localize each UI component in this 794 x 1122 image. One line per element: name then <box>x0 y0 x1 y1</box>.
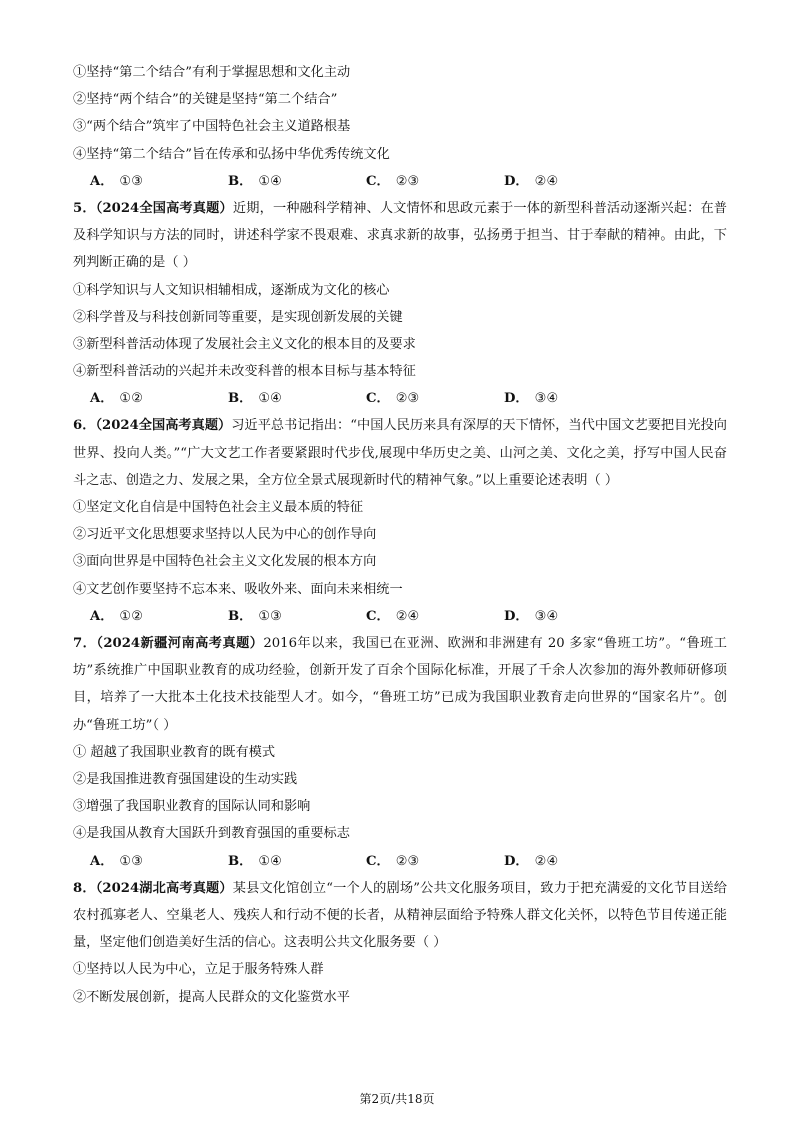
choice-letter: A． <box>90 391 114 407</box>
question-source: （2024新疆河南高考真题） <box>96 636 264 652</box>
choice-d <box>504 848 642 875</box>
choice-d <box>504 603 642 630</box>
option-line: ④新型科普活动的兴起并未改变科普的根本目标与基本特征 <box>73 364 416 380</box>
answer-choices <box>73 168 727 195</box>
choice-letter: D． <box>504 608 529 624</box>
page-footer: 第2页/共18页 <box>359 1092 435 1106</box>
choice-a <box>90 385 228 412</box>
question-number: 5． <box>73 200 96 216</box>
choice-letter: D． <box>504 391 529 407</box>
choice-letter: D． <box>504 173 529 189</box>
choice-text: ①③ <box>119 173 144 189</box>
answer-choices <box>73 848 727 875</box>
choice-b <box>228 168 366 195</box>
choice-letter: C． <box>366 391 390 407</box>
choice-text: ①③ <box>258 608 282 624</box>
question-stem <box>73 195 727 277</box>
choice-letter: B． <box>228 391 253 407</box>
choice-b <box>228 603 366 630</box>
option-line: ① 超越了我国职业教育的既有模式 <box>73 744 276 760</box>
choice-text: ①④ <box>258 853 282 869</box>
choice-a <box>90 848 228 875</box>
choice-letter: D． <box>504 853 529 869</box>
choice-b <box>228 385 366 412</box>
choice-text: ③④ <box>534 391 559 407</box>
choice-letter: B． <box>228 173 253 189</box>
question-8 <box>73 875 727 1011</box>
answer-choices <box>73 603 727 630</box>
option-line: ①坚定文化自信是中国特色社会主义最本质的特征 <box>73 500 364 516</box>
option-line: ②是我国推进教育强国建设的生动实践 <box>73 772 298 788</box>
choice-letter: C． <box>366 608 390 624</box>
choice-text: ②③ <box>395 173 420 189</box>
option-line: ②坚持“两个结合”的关键是坚持“第二个结合” <box>73 92 338 108</box>
choice-letter: A． <box>90 608 114 624</box>
option-line: ③增强了我国职业教育的国际认同和影响 <box>73 799 311 815</box>
answer-choices <box>73 385 727 412</box>
option-line: ②科学普及与科技创新同等重要，是实现创新发展的关键 <box>73 309 403 325</box>
choice-text: ①③ <box>119 853 144 869</box>
choice-letter: B． <box>228 853 253 869</box>
question-number: 8． <box>73 880 96 896</box>
question-text: 习近平总书记指出：“中国人民历来具有深厚的天下情怀，当代中国文艺要把目光投向世界、投向人类。”“广大文艺工作者要紧跟时代步伐,展现中华历史之美、山河之美、文化之美，抒写中国人民奋斗之志、创造之力、发展之果，全方位全景式展现新时代的精神气象。”以上重要论述表明（ ） <box>73 418 727 488</box>
choice-a <box>90 168 228 195</box>
option-line: ②习近平文化思想要求坚持以人民为中心的创作导向 <box>73 527 377 543</box>
question-number: 6． <box>73 418 96 434</box>
option-line: ③“两个结合”筑牢了中国特色社会主义道路根基 <box>73 119 351 135</box>
choice-b <box>228 848 366 875</box>
choice-letter: A． <box>90 853 114 869</box>
option-line: ④文艺创作要坚持不忘本来、吸收外来、面向未来相统一 <box>73 581 403 597</box>
question-stem <box>73 875 727 957</box>
option-line: ①科学知识与人文知识相辅相成，逐渐成为文化的核心 <box>73 282 390 298</box>
option-line: ④坚持“第二个结合”旨在传承和弘扬中华优秀传统文化 <box>73 146 390 162</box>
choice-d <box>504 385 642 412</box>
choice-letter: B． <box>228 608 253 624</box>
question-4 <box>73 59 727 195</box>
question-source: （2024湖北高考真题） <box>95 880 233 896</box>
choice-text: ①④ <box>258 173 282 189</box>
question-source: （2024全国高考真题） <box>95 418 232 434</box>
choice-c <box>366 848 504 875</box>
choice-c <box>366 385 504 412</box>
choice-letter: C． <box>366 173 390 189</box>
choice-d <box>504 168 642 195</box>
option-line: ④是我国从教育大国跃升到教育强国的重要标志 <box>73 826 350 842</box>
question-stem <box>73 630 727 739</box>
option-line: ③面向世界是中国特色社会主义文化发展的根本方向 <box>73 554 377 570</box>
question-source: （2024全国高考真题） <box>95 200 233 216</box>
question-6 <box>73 412 727 630</box>
choice-text: ②④ <box>534 853 559 869</box>
choice-text: ②④ <box>534 173 559 189</box>
question-number: 7． <box>73 636 97 652</box>
choice-text: ②④ <box>395 608 420 624</box>
question-7 <box>73 630 727 875</box>
choice-text: ①② <box>119 391 144 407</box>
option-line: ①坚持“第二个结合”有利于掌握思想和文化主动 <box>73 65 351 80</box>
option-line: ②不断发展创新，提高人民群众的文化鉴赏水平 <box>73 989 350 1005</box>
choice-text: ③④ <box>534 608 559 624</box>
choice-c <box>366 603 504 630</box>
choice-letter: C． <box>366 853 390 869</box>
choice-c <box>366 168 504 195</box>
option-line: ①坚持以人民为中心，立足于服务特殊人群 <box>73 962 324 978</box>
choice-text: ①② <box>119 608 144 624</box>
question-text: 近期，一种融科学精神、人文情怀和思政元素于一体的新型科普活动逐渐兴起：在普及科学知识与方法的同时，讲述科学家不畏艰难、求真求新的故事，弘扬勇于担当、甘于奉献的精神。由此，下列判断正确的是（ ） <box>73 200 727 271</box>
page-content <box>73 59 727 1011</box>
question-5 <box>73 195 727 413</box>
question-stem <box>73 412 727 494</box>
option-line: ③新型科普活动体现了发展社会主义文化的根本目的及要求 <box>73 336 416 352</box>
choice-letter: A． <box>90 173 114 189</box>
choice-text: ①④ <box>258 391 282 407</box>
question-text: 某县文化馆创立“一个人的剧场”公共文化服务项目，致力于把充满爱的文化节目送给农村孤寡老人、空巢老人、残疾人和行动不便的长者，从精神层面给予特殊人群文化关怀，以特色节目传递正能量，坚定他们创造美好生活的信心。这表明公共文化服务要（ ） <box>73 880 727 951</box>
question-text: 2016年以来，我国已在亚洲、欧洲和非洲建有 20 多家“鲁班工坊”。“鲁班工坊”系统推广中国职业教育的成功经验，创新开发了百余个国际化标准，开展了千余人次参加的海外教师研修项目，培养了一大批本土化技术技能型人才。如今，“鲁班工坊”已成为我国职业教育走向世界的“国家名片”。创办“鲁班工坊”（ ） <box>73 636 727 733</box>
choice-text: ②③ <box>395 853 420 869</box>
choice-a <box>90 603 228 630</box>
choice-text: ②③ <box>395 391 420 407</box>
